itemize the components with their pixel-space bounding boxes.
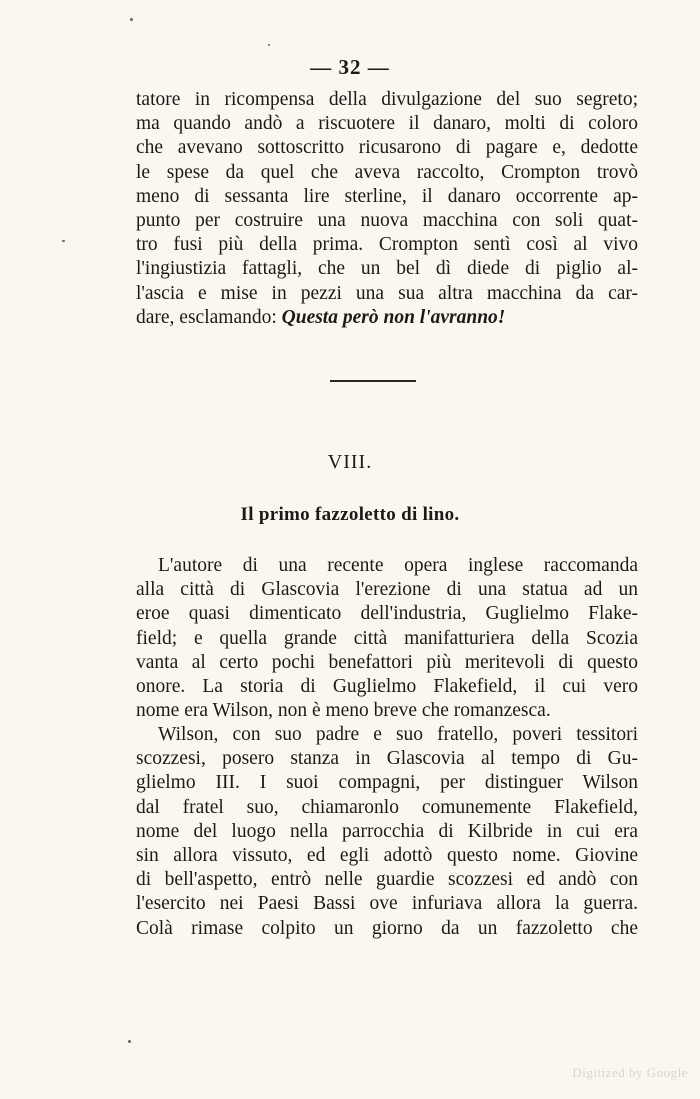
paragraph-story xyxy=(136,723,638,941)
text-line: l'ascia e mise in pezzi una sua altra macchina da car- xyxy=(136,282,638,304)
text-line: eroe quasi dimenticato dell'industria, Guglielmo Flake- xyxy=(136,603,638,625)
paragraph-opening xyxy=(136,554,638,723)
text-line: field; e quella grande città manifatturiera della Scozia xyxy=(136,627,638,649)
text-line: meno di sessanta lire sterline, il danaro occorrente ap- xyxy=(136,185,638,207)
text-line: Wilson, con suo padre e suo fratello, poveri tessitori xyxy=(158,724,638,745)
text-line: le spese da quel che aveva raccolto, Crompton trovò xyxy=(136,161,638,183)
text-fragment: dare, esclamando: xyxy=(136,306,282,328)
paragraph-continuation xyxy=(136,88,638,330)
text-line: sin allora vissuto, ed egli adottò questo nome. Giovine xyxy=(136,844,638,866)
text-line: tatore in ricompensa della divulgazione del suo segreto; xyxy=(136,89,638,110)
text-line: alla città di Glascovia l'erezione di una statua ad un xyxy=(136,579,638,601)
text-line: glielmo III. I suoi compagni, per distinguer Wilson xyxy=(136,772,638,794)
scan-watermark: Digitized by Google xyxy=(572,1065,688,1080)
text-line: punto per costruire una nuova macchina con soli quat- xyxy=(136,209,638,231)
text-line: l'esercito nei Paesi Bassi ove infuriava allora la guerra. xyxy=(136,893,638,915)
text-line: nome era Wilson, non è meno breve che romanzesca. xyxy=(136,700,551,722)
ink-speck xyxy=(128,1040,131,1043)
ink-speck xyxy=(130,18,133,21)
text-line: scozzesi, posero stanza in Glascovia al tempo di Gu- xyxy=(136,748,638,770)
ink-speck xyxy=(62,240,65,242)
italic-quote: Questa però non l'avranno! xyxy=(281,306,506,328)
text-line: l'ingiustizia fattagli, che un bel dì diede di piglio al- xyxy=(136,258,638,280)
section-divider xyxy=(330,380,416,382)
text-line: di bell'aspetto, entrò nelle guardie scozzesi ed andò con xyxy=(136,869,638,891)
text-line: ma quando andò a riscuotere il danaro, molti di coloro xyxy=(136,113,638,135)
chapter-title: Il primo fazzoletto di lino. xyxy=(240,504,460,525)
text-line: tro fusi più della prima. Crompton sentì così al vivo xyxy=(136,234,638,256)
text-line: vanta al certo pochi benefattori più meritevoli di questo xyxy=(136,651,638,673)
text-line: nome del luogo nella parrocchia di Kilbride in cui era xyxy=(136,820,638,842)
page-number: — 32 — xyxy=(310,55,390,79)
text-line: dal fratel suo, chiamaronlo comunemente Flakefield, xyxy=(136,796,638,818)
chapter-number: VIII. xyxy=(327,451,373,473)
text-line: Colà rimase colpito un giorno da un fazzoletto che xyxy=(136,917,638,939)
text-line-final xyxy=(136,306,638,330)
text-line: onore. La storia di Guglielmo Flakefield, il cui vero xyxy=(136,675,638,697)
text-line: che avevano sottoscritto ricusarono di pagare e, dedotte xyxy=(136,137,638,159)
ink-speck xyxy=(268,44,270,46)
text-line: L'autore di una recente opera inglese raccomanda xyxy=(158,555,638,576)
